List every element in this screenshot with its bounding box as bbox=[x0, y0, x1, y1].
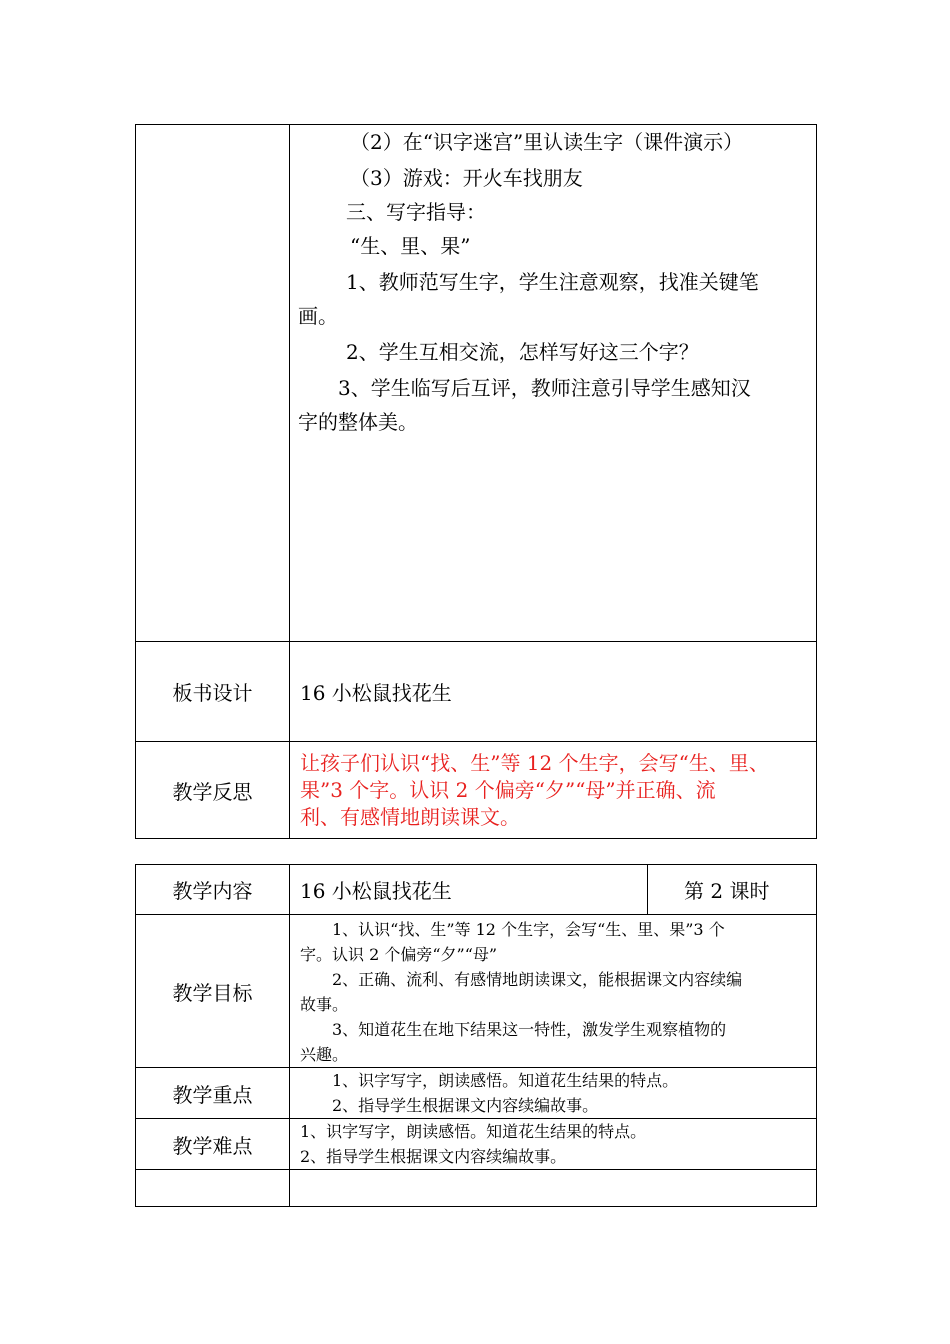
step-line: 字的整体美。 bbox=[298, 410, 418, 434]
step-line: 画。 bbox=[298, 304, 338, 328]
step-line: （2）在“识字迷宫”里认读生字（课件演示） bbox=[350, 130, 744, 154]
empty-label-cell bbox=[136, 1170, 290, 1207]
goal-line: 1、认识“找、生”等 12 个生字，会写“生、里、果”3 个 bbox=[332, 920, 725, 939]
content-value: 16 小松鼠找花生 bbox=[300, 879, 452, 903]
board-design-label: 板书设计 bbox=[136, 642, 290, 742]
goal-line: 兴趣。 bbox=[300, 1045, 349, 1064]
board-design-cell bbox=[290, 642, 817, 742]
key-point-line: 1、识字写字，朗读感悟。知道花生结果的特点。 bbox=[332, 1071, 679, 1090]
step-line: 3、学生临写后互评，教师注意引导学生感知汉 bbox=[338, 376, 751, 400]
lesson-steps-cell bbox=[290, 125, 817, 642]
section-heading: 三、写字指导： bbox=[346, 200, 486, 224]
difficulty-line: 2、指导学生根据课文内容续编故事。 bbox=[300, 1147, 567, 1166]
board-design-value: 16 小松鼠找花生 bbox=[300, 681, 452, 705]
goal-line: 故事。 bbox=[300, 995, 349, 1014]
step-line: “生、里、果” bbox=[350, 234, 471, 258]
goal-line: 2、正确、流利、有感情地朗读课文，能根据课文内容续编 bbox=[332, 970, 743, 989]
reflection-line: 让孩子们认识“找、生”等 12 个生字，会写“生、里、 bbox=[300, 751, 769, 775]
reflection-line: 果”3 个字。认识 2 个偏旁“夕”“母”并正确、流 bbox=[300, 778, 716, 802]
key-point-line: 2、指导学生根据课文内容续编故事。 bbox=[332, 1096, 599, 1115]
period-cell bbox=[648, 865, 817, 915]
reflection-label: 教学反思 bbox=[136, 742, 290, 839]
empty-content-cell bbox=[290, 1170, 817, 1207]
empty-label-cell bbox=[136, 125, 290, 642]
step-line: （3）游戏：开火车找朋友 bbox=[350, 166, 583, 190]
step-line: 2、学生互相交流，怎样写好这三个字？ bbox=[346, 340, 699, 364]
goals-label: 教学目标 bbox=[136, 915, 290, 1068]
reflection-cell bbox=[290, 742, 817, 839]
goals-cell bbox=[290, 915, 817, 1068]
lesson-continuation-table bbox=[135, 124, 817, 839]
period-value: 第 2 课时 bbox=[684, 879, 770, 903]
key-points-label: 教学重点 bbox=[136, 1068, 290, 1119]
key-points-cell bbox=[290, 1068, 817, 1119]
content-cell bbox=[290, 865, 648, 915]
reflection-line: 利、有感情地朗读课文。 bbox=[300, 805, 520, 829]
goal-line: 3、知道花生在地下结果这一特性，激发学生观察植物的 bbox=[332, 1020, 727, 1039]
content-label: 教学内容 bbox=[136, 865, 290, 915]
difficulty-cell bbox=[290, 1119, 817, 1170]
lesson-plan-table bbox=[135, 864, 817, 1207]
difficulty-line: 1、识字写字，朗读感悟。知道花生结果的特点。 bbox=[300, 1122, 647, 1141]
step-line: 1、教师范写生字，学生注意观察，找准关键笔 bbox=[346, 270, 759, 294]
difficulty-label: 教学难点 bbox=[136, 1119, 290, 1170]
goal-line: 字。认识 2 个偏旁“夕”“母” bbox=[300, 945, 498, 964]
